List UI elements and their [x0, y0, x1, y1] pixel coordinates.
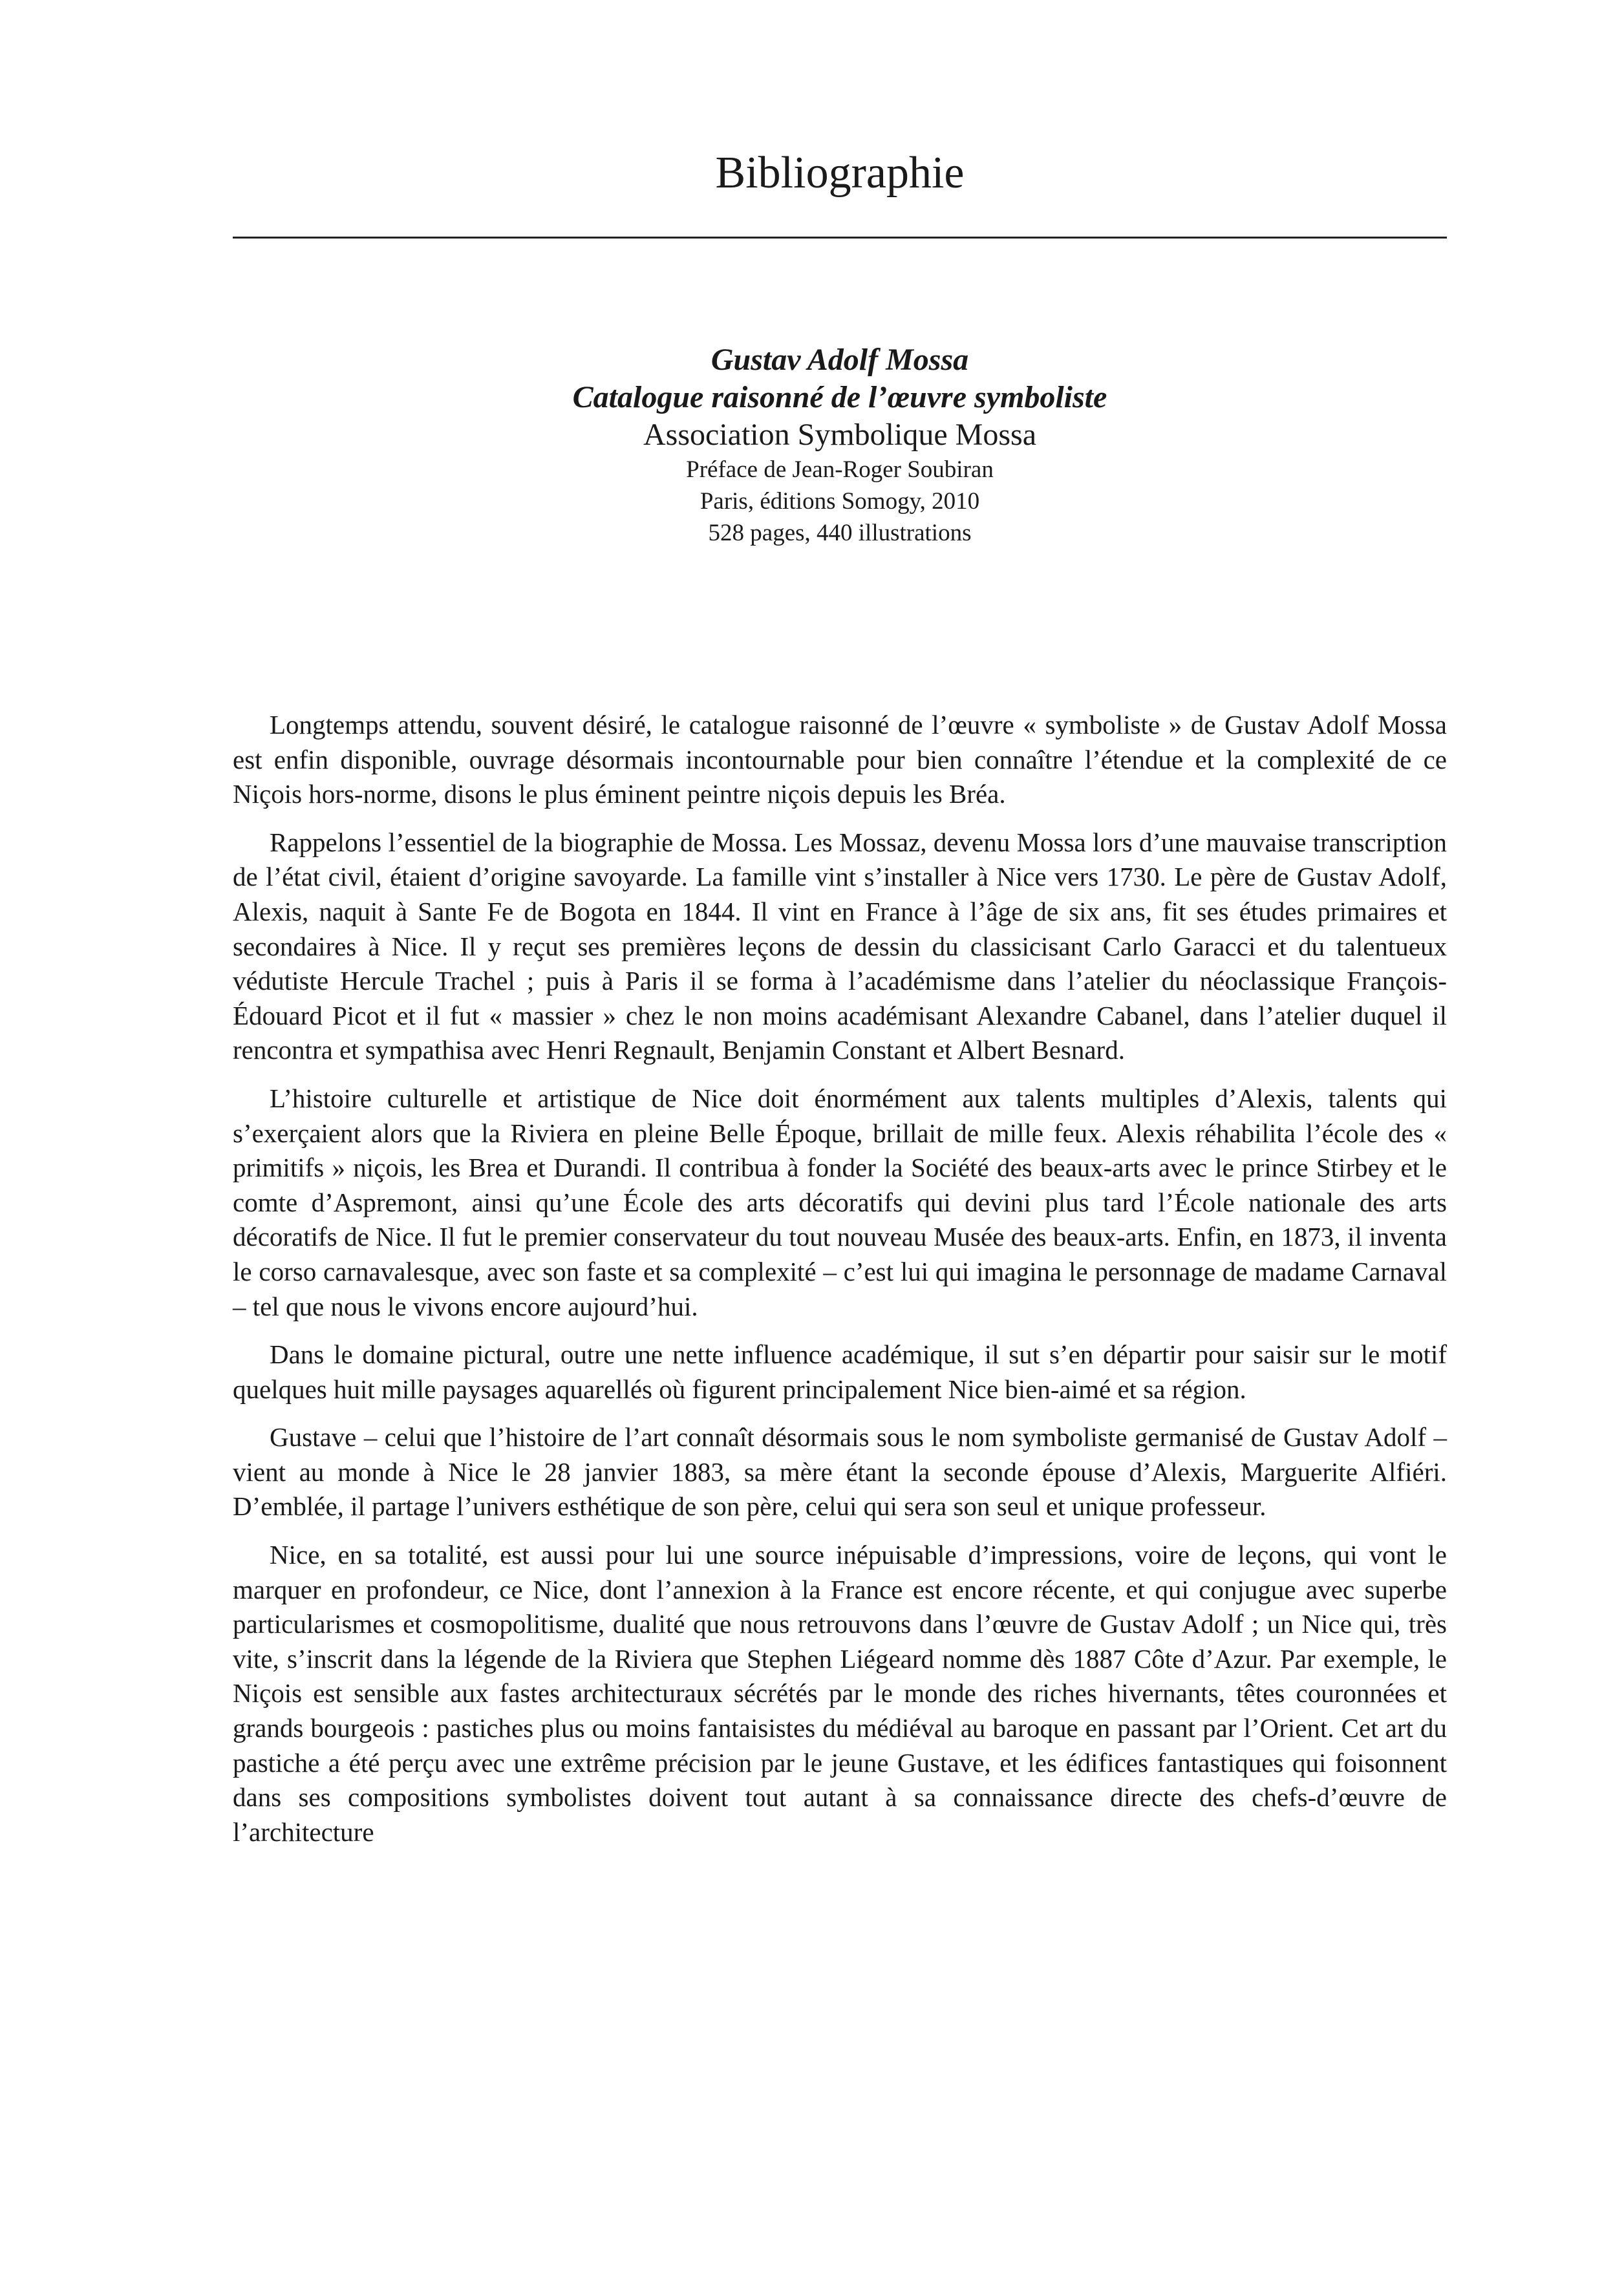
book-publisher: Association Symbolique Mossa — [643, 418, 1036, 452]
paragraph: Longtemps attendu, souvent désiré, le catalogue raisonné de l’œuvre « symboliste » de Gustav Adolf Mossa est enfin disponible, ouvrage désormais incontournable pour bien connaître l’étendue et la complexité de ce Niçois hors-norme, disons le plus éminent peintre niçois depuis les Bréa. — [233, 710, 1447, 809]
paragraph: L’histoire culturelle et artistique de Nice doit énormément aux talents multiples d’Alexis, talents qui s’exerçaient alors que la Riviera en pleine Belle Époque, brillait de mille feux. Alexis réhabilita l’école des « primitifs » niçois, les Brea et Durandi. Il contribua à fonder la Société des beaux-arts avec le prince Stirbey et le comte d’Aspremont, ainsi qu’une École des arts décoratifs qui devini plus tard l’École nationale des arts décoratifs de Nice. Il fut le premier conservateur du tout nouveau Musée des beaux-arts. Enfin, en 1873, il inventa le corso carnavalesque, avec son faste et sa complexité – c’est lui qui imagina le personnage de madame Carnaval – tel que nous le vivons encore aujourd’hui. — [233, 1083, 1447, 1321]
book-edition: Paris, éditions Somogy, 2010 — [700, 488, 980, 515]
book-preface: Préface de Jean-Roger Soubiran — [686, 456, 994, 483]
book-reference — [233, 341, 1447, 549]
review-body — [233, 708, 1447, 1863]
book-title: Catalogue raisonné de l’œuvre symboliste — [572, 380, 1107, 414]
book-author: Gustav Adolf Mossa — [710, 343, 969, 377]
paragraph: Dans le domaine pictural, outre une nette influence académique, il sut s’en départir pour saisir sur le motif quelques huit mille paysages aquarellés où figurent principalement Nice bien-aimé et sa région. — [233, 1339, 1447, 1404]
paragraph: Gustave – celui que l’histoire de l’art connaît désormais sous le nom symboliste germanisé de Gustav Adolf – vient au monde à Nice le 28 janvier 1883, sa mère étant la seconde épouse d’Alexis, Marguerite Alfiéri. D’emblée, il partage l’univers esthétique de son père, celui qui sera son seul et unique professeur. — [233, 1422, 1447, 1522]
book-extent: 528 pages, 440 illustrations — [708, 520, 972, 546]
document-page — [233, 0, 1447, 2289]
title-divider — [233, 237, 1447, 239]
paragraph: Rappelons l’essentiel de la biographie de Mossa. Les Mossaz, devenu Mossa lors d’une mauvaise transcription de l’état civil, étaient d’origine savoyarde. La famille vint s’installer à Nice vers 1730. Le père de Gustav Adolf, Alexis, naquit à Sante Fe de Bogota en 1844. Il vint en France à l’âge de six ans, fit ses études primaires et secondaires à Nice. Il y reçut ses premières leçons de dessin du classicisant Carlo Garacci et du talentueux védutiste Hercule Trachel ; puis à Paris il se forma à l’académisme dans l’atelier du néoclassique François-Édouard Picot et il fut « massier » chez le non moins académisant Alexandre Cabanel, dans l’atelier duquel il rencontra et sympathisa avec Henri Regnault, Benjamin Constant et Albert Besnard. — [233, 827, 1447, 1065]
paragraph: Nice, en sa totalité, est aussi pour lui une source inépuisable d’impressions, voire de leçons, qui vont le marquer en profondeur, ce Nice, dont l’annexion à la France est encore récente, et qui conjugue avec superbe particularismes et cosmopolitisme, dualité que nous retrouvons dans l’œuvre de Gustav Adolf ; un Nice qui, très vite, s’inscrit dans la légende de la Riviera que Stephen Liégeard nomme dès 1887 Côte d’Azur. Par exemple, le Niçois est sensible aux fastes architecturaux sécrétés par le monde des riches hivernants, têtes couronnées et grands bourgeois : pastiches plus ou moins fantaisistes du médiéval au baroque en passant par l’Orient. Cet art du pastiche a été perçu avec une extrême précision par le jeune Gustave, et les édifices fantastiques qui foisonnent dans ses compositions symbolistes doivent tout autant à sa connaissance directe des chefs-d’œuvre de l’architecture — [233, 1540, 1447, 1847]
page-title: Bibliographie — [715, 148, 965, 198]
